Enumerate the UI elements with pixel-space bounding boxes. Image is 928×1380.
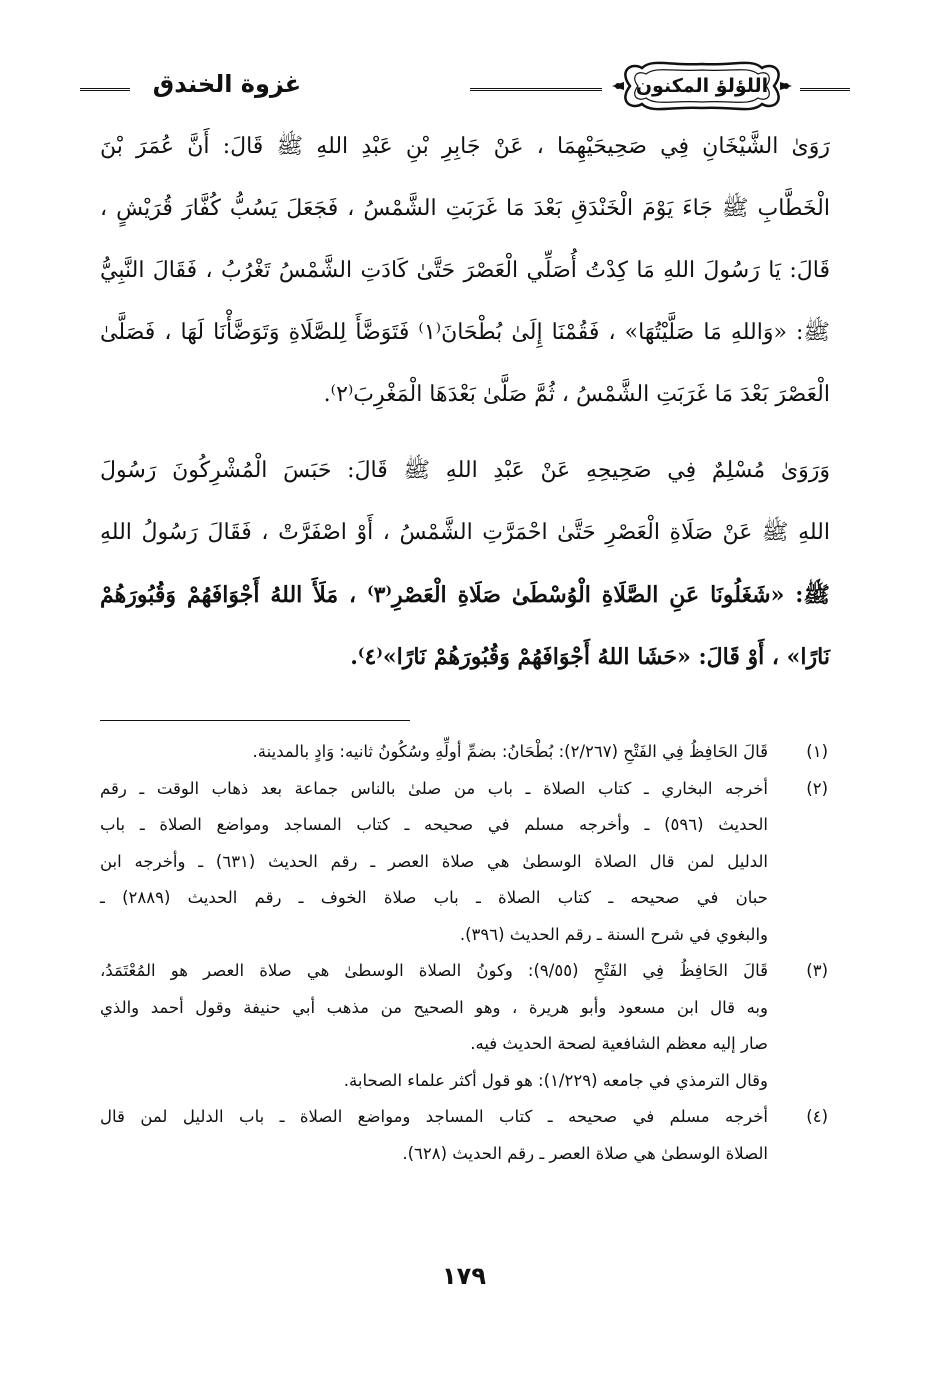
running-header: [80, 50, 850, 120]
footnote-2: [100, 771, 828, 954]
footnotes: [100, 734, 828, 1172]
footnote-line: الحديث (٥٩٦) ـ وأخرجه مسلم في صحيحه ـ كتاب المساجد ومواضع الصلاة ـ باب: [100, 815, 769, 834]
footnote-1: [100, 734, 828, 771]
book-title-emblem: [612, 56, 792, 116]
text-line: اللهِ ﷺ عَنْ صَلَاةِ الْعَصْرِ حَتَّىٰ احْمَرَّتِ الشَّمْسُ ، أَوْ اصْفَرَّتْ ، فَقَالَ رَسُولُ اللهِ: [100, 520, 830, 545]
footnote-number: (١): [806, 742, 828, 761]
footnote-separator: [100, 720, 410, 721]
footnote-line: والبغوي في شرح السنة ـ رقم الحديث (٣٩٦).: [459, 924, 768, 944]
chapter-title: غزوة الخندق: [152, 70, 302, 98]
text-line: وَرَوَىٰ مُسْلِمٌ فِي صَحِيحِهِ عَنْ عَبْدِ اللهِ ﷺ قَالَ: حَبَسَ الْمُشْرِكُونَ رَسُولَ: [100, 458, 830, 483]
footnote-line: أخرجه البخاري ـ كتاب الصلاة ـ باب من صلىٰ بالناس جماعة بعد ذهاب الوقت ـ رقم: [100, 778, 768, 798]
footnote-4: [100, 1099, 828, 1172]
text-line: ﷺ: «شَغَلُونَا عَنِ الصَّلَاةِ الْوُسْطَىٰ صَلَاةِ الْعَصْرِ⁽٣⁾ ، مَلَأَ اللهُ أَجْوَافَهُمْ وَقُبُورَهُمْ: [100, 582, 830, 608]
footnote-line: وبه قال ابن مسعود وأبو هريرة ، وهو الصحيح من مذهب أبي حنيفة وقول أحمد والذي: [100, 997, 768, 1017]
main-text: [100, 116, 830, 688]
header-rule-right: [800, 88, 850, 91]
footnote-line: الدليل لمن قال الصلاة الوسطىٰ هي صلاة العصر ـ رقم الحديث (٦٣١) ـ وأخرجه ابن: [100, 851, 768, 871]
header-rule-left: [80, 88, 130, 91]
paragraph-2: [100, 440, 830, 688]
footnote-line: وقال الترمذي في جامعه (١/٢٢٩): هو قول أكثر علماء الصحابة.: [343, 1070, 768, 1090]
text-line: ﷺ: «وَاللهِ مَا صَلَّيْتُهَا» ، فَقُمْنَا إِلَىٰ بُطْحَانَ⁽١⁾ فَتَوَضَّأَ لِلصَّلَاةِ وَتَوَضَّأْنَا لَهَا ، فَصَلَّىٰ: [100, 320, 830, 345]
footnote-line: قَالَ الحَافِظُ فِي الفَتْحِ (٢/٢٦٧): بُطْحَانُ: بضمِّ أولِّهِ وسُكُونُ ثانيه: وَادٍ بالمدينة.: [252, 742, 768, 761]
text-line: قَالَ: يَا رَسُولَ اللهِ مَا كِدْتُ أُصَلِّي الْعَصْرَ حَتَّىٰ كَادَتِ الشَّمْسُ تَغْرُبُ ، فَقَالَ النَّبِيُّ: [100, 258, 830, 283]
footnote-number: (٤): [806, 1107, 828, 1126]
book-title: اللؤلؤ المكنون: [635, 75, 769, 97]
text-line: نَارًا» ، أَوْ قَالَ: «حَشَا اللهُ أَجْوَافَهُمْ وَقُبُورَهُمْ نَارًا»⁽٤⁾.: [350, 644, 830, 670]
page-number: ١٧٩: [442, 1262, 486, 1290]
footnote-line: قَالَ الحَافِظُ فِي الفَتْحِ (٩/٥٥): وكونُ الصلاة الوسطىٰ هي صلاة العصر هو المُعْتَمَدُ،: [100, 961, 768, 980]
footnote-line: حبان في صحيحه ـ كتاب الصلاة ـ باب صلاة الخوف ـ رقم الحديث (٢٨٨٩) ـ: [100, 888, 768, 907]
footnote-line: الصلاة الوسطىٰ هي صلاة العصر ـ رقم الحديث (٦٢٨).: [402, 1143, 768, 1163]
text-line: الْعَصْرَ بَعْدَ مَا غَرَبَتِ الشَّمْسُ ، ثُمَّ صَلَّىٰ بَعْدَهَا الْمَغْرِبَ⁽٢⁾.: [323, 382, 830, 407]
text-line: رَوَىٰ الشَّيْخَانِ فِي صَحِيحَيْهِمَا ، عَنْ جَابِرِ بْنِ عَبْدِ اللهِ ﷺ قَالَ: أَنَّ عُمَرَ بْنَ: [100, 134, 830, 159]
footnote-number: (٢): [806, 778, 828, 798]
footnote-line: أخرجه مسلم في صحيحه ـ كتاب المساجد ومواضع الصلاة ـ باب الدليل لمن قال: [100, 1107, 768, 1126]
footnote-3: [100, 953, 828, 1099]
header-rule-middle: [470, 88, 602, 91]
text-line: الْخَطَّابِ ﷺ جَاءَ يَوْمَ الْخَنْدَقِ بَعْدَ مَا غَرَبَتِ الشَّمْسُ ، فَجَعَلَ يَسُبُّ كُفَّارَ قُرَيْشٍ ،: [100, 196, 830, 221]
footnote-line: صار إليه معظم الشافعية لصحة الحديث فيه.: [470, 1034, 768, 1053]
footnote-number: (٣): [806, 961, 828, 980]
paragraph-1: [100, 116, 830, 426]
